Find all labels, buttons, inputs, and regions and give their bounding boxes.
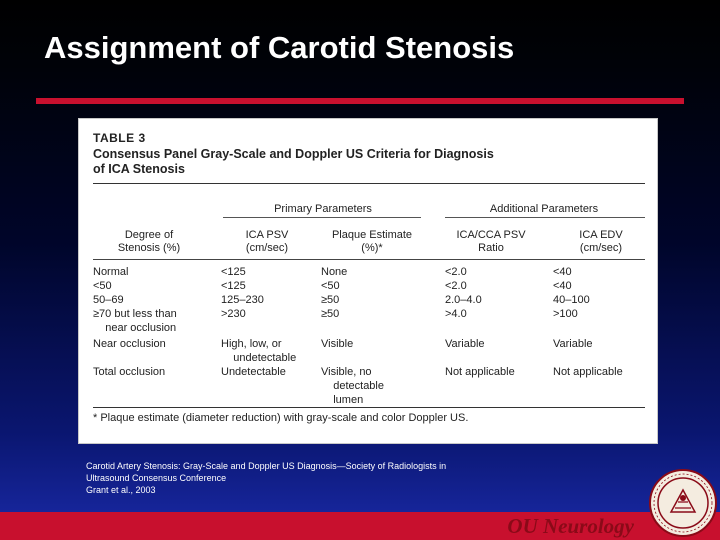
table-footnote: * Plaque estimate (diameter reduction) with gray-scale and color Doppler US. xyxy=(93,412,469,424)
slide-title: Assignment of Carotid Stenosis xyxy=(44,30,515,65)
table-cell: Total occlusion xyxy=(93,366,166,378)
table-cell: 125–230 xyxy=(221,294,264,306)
table-cell: <125 xyxy=(221,280,246,292)
table-cell: None xyxy=(321,266,348,278)
column-header-ica-edv xyxy=(557,229,645,255)
column-header-line: Stenosis (%) xyxy=(117,242,181,254)
column-header-line: Ratio xyxy=(478,242,504,254)
table-cell: <50 xyxy=(93,280,112,292)
table-cell: >4.0 xyxy=(445,308,467,320)
column-header-line: (cm/sec) xyxy=(579,242,623,254)
source-citation xyxy=(86,460,446,496)
title-divider xyxy=(36,98,684,104)
column-header-line: ICA/CCA PSV xyxy=(456,229,526,241)
column-header-line: Plaque Estimate xyxy=(331,229,413,241)
source-line: Ultrasound Consensus Conference xyxy=(86,473,227,483)
column-header-line: ICA EDV xyxy=(579,229,623,241)
column-header-line: (%)* xyxy=(361,242,383,254)
table-cell: Near occlusion xyxy=(93,338,166,350)
table-header-rule xyxy=(93,259,645,260)
criteria-table xyxy=(93,131,645,424)
table-label: TABLE 3 xyxy=(93,131,146,145)
group-rule-primary xyxy=(223,217,421,218)
column-header-ratio xyxy=(439,229,543,255)
column-header-line: Degree of xyxy=(124,229,174,241)
group-header-primary: Primary Parameters xyxy=(274,203,372,215)
table-caption-line: Consensus Panel Gray-Scale and Doppler US Criteria for Diagnosis xyxy=(93,147,494,161)
table-cell: Normal xyxy=(93,266,129,278)
table-cell: <125 xyxy=(221,266,246,278)
table-cell: <40 xyxy=(553,280,572,292)
table-cell: <50 xyxy=(321,280,340,292)
table-cell: 50–69 xyxy=(93,294,124,306)
column-header-line: (cm/sec) xyxy=(245,242,289,254)
table-cell: Undetectable xyxy=(221,366,286,378)
table-cell: >100 xyxy=(553,308,578,320)
table-caption-line: of ICA Stenosis xyxy=(93,162,185,176)
table-cell: <2.0 xyxy=(445,266,467,278)
table-cell: ≥70 but less than near occlusion xyxy=(93,308,177,334)
table-cell: High, low, or undetectable xyxy=(221,338,297,364)
table-image-panel xyxy=(78,118,658,444)
table-caption xyxy=(93,147,645,177)
group-rule-additional xyxy=(445,217,645,218)
footer-brand: OU Neurology xyxy=(507,514,634,538)
column-header-degree xyxy=(93,229,205,255)
table-cell: >230 xyxy=(221,308,246,320)
table-cell: <2.0 xyxy=(445,280,467,292)
table-cell: Not applicable xyxy=(553,366,623,378)
table-top-rule xyxy=(93,183,645,184)
source-line: Grant et al., 2003 xyxy=(86,485,156,495)
table-cell: ≥50 xyxy=(321,308,340,320)
column-header-plaque xyxy=(319,229,425,255)
column-header-line: ICA PSV xyxy=(245,229,289,241)
table-cell: ≥50 xyxy=(321,294,340,306)
table-cell: 40–100 xyxy=(553,294,590,306)
table-cell: Visible, no detectable lumen xyxy=(321,366,384,406)
table-cell: Variable xyxy=(445,338,485,350)
table-cell: Variable xyxy=(553,338,593,350)
university-seal-icon xyxy=(648,468,718,538)
group-header-additional: Additional Parameters xyxy=(489,203,599,215)
table-cell: Not applicable xyxy=(445,366,515,378)
table-footer-rule xyxy=(93,407,645,408)
table-cell: <40 xyxy=(553,266,572,278)
source-line: Carotid Artery Stenosis: Gray-Scale and Doppler US Diagnosis—Society of Radiologists in xyxy=(86,461,447,471)
table-cell: Visible xyxy=(321,338,354,350)
column-header-ica-psv xyxy=(221,229,313,255)
table-cell: 2.0–4.0 xyxy=(445,294,482,306)
